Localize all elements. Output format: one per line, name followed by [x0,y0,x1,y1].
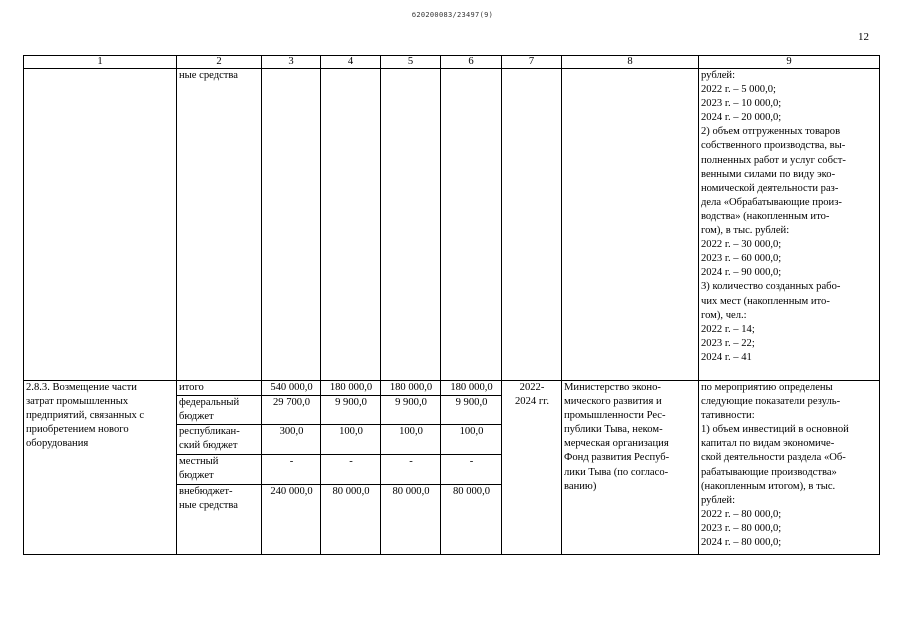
total-cell: 300,0 [262,425,321,455]
funding-source-cell: федеральный бюджет [177,396,262,425]
year-2022-cell: 9 900,0 [321,396,381,425]
total-cell: 240 000,0 [262,485,321,555]
year-2023-cell: 9 900,0 [381,396,441,425]
year-2022-cell: 100,0 [321,425,381,455]
column-header: 8 [562,56,699,69]
year-2022-cell [321,69,381,381]
year-2024-cell: 180 000,0 [441,381,502,396]
year-2024-cell: - [441,455,502,485]
indicators-cell: рублей: 2022 г. – 5 000,0; 2023 г. – 10 000,0; 2024 г. – 20 000,0; 2) объем отгруженных товаров собственного производства, вы- полненных работ и услуг собст- венными силами по виду эко- номической деятельности раз- дела «Обрабатывающие произ- водства» (накопленным ито- гом), в тыс. рублей: 2022 г. – 30 000,0; 2023 г. – 60 000,0; 2024 г. – 90 000,0; 3) количество созданных рабо- чих мест (накопленным ито- гом), чел.: 2022 г. – 14; 2023 г. – 22; 2024 г. – 41 [699,69,880,381]
column-header: 5 [381,56,441,69]
program-measures-table [23,55,880,555]
executor-cell: Министерство эконо- мического развития и промышленности Рес- публики Тыва, неком- мерческая организация Фонд развития Респуб- лики Тыва (по согласо- ванию) [562,381,699,555]
year-2023-cell [381,69,441,381]
column-header: 2 [177,56,262,69]
year-2022-cell: 180 000,0 [321,381,381,396]
year-2024-cell: 9 900,0 [441,396,502,425]
measure-name-cell [24,69,177,381]
column-header: 7 [502,56,562,69]
column-header: 1 [24,56,177,69]
total-cell: 29 700,0 [262,396,321,425]
period-cell: 2022- 2024 гг. [502,381,562,555]
column-header: 6 [441,56,502,69]
funding-source-cell: республикан- ский бюджет [177,425,262,455]
measure-name-cell: 2.8.3. Возмещение части затрат промышленных предприятий, связанных с приобретением нового оборудования [24,381,177,555]
funding-source-cell: внебюджет- ные средства [177,485,262,555]
executor-cell [562,69,699,381]
year-2022-cell: 80 000,0 [321,485,381,555]
column-header: 4 [321,56,381,69]
page-number: 12 [858,31,869,43]
total-cell: 540 000,0 [262,381,321,396]
total-cell [262,69,321,381]
column-numbers-row [24,56,880,69]
column-header: 3 [262,56,321,69]
year-2024-cell: 100,0 [441,425,502,455]
document-id: б20200083/23497(9) [411,11,494,19]
year-2023-cell: 100,0 [381,425,441,455]
year-2023-cell: - [381,455,441,485]
column-header: 9 [699,56,880,69]
funding-source-cell: ные средства [177,69,262,381]
funding-source-cell: итого [177,381,262,396]
indicators-cell: по мероприятию определены следующие показатели резуль- тативности: 1) объем инвестиций в основной капитал по видам экономиче- ской деятельности раздела «Об- рабатывающие производства» (накопленным итогом), в тыс. рублей: 2022 г. – 80 000,0; 2023 г. – 80 000,0; 2024 г. – 80 000,0; [699,381,880,555]
year-2023-cell: 180 000,0 [381,381,441,396]
continuation-row [24,69,880,381]
total-cell: - [262,455,321,485]
funding-source-cell: местный бюджет [177,455,262,485]
measure-row-total [24,381,880,396]
year-2022-cell: - [321,455,381,485]
period-cell [502,69,562,381]
year-2024-cell: 80 000,0 [441,485,502,555]
year-2023-cell: 80 000,0 [381,485,441,555]
year-2024-cell [441,69,502,381]
